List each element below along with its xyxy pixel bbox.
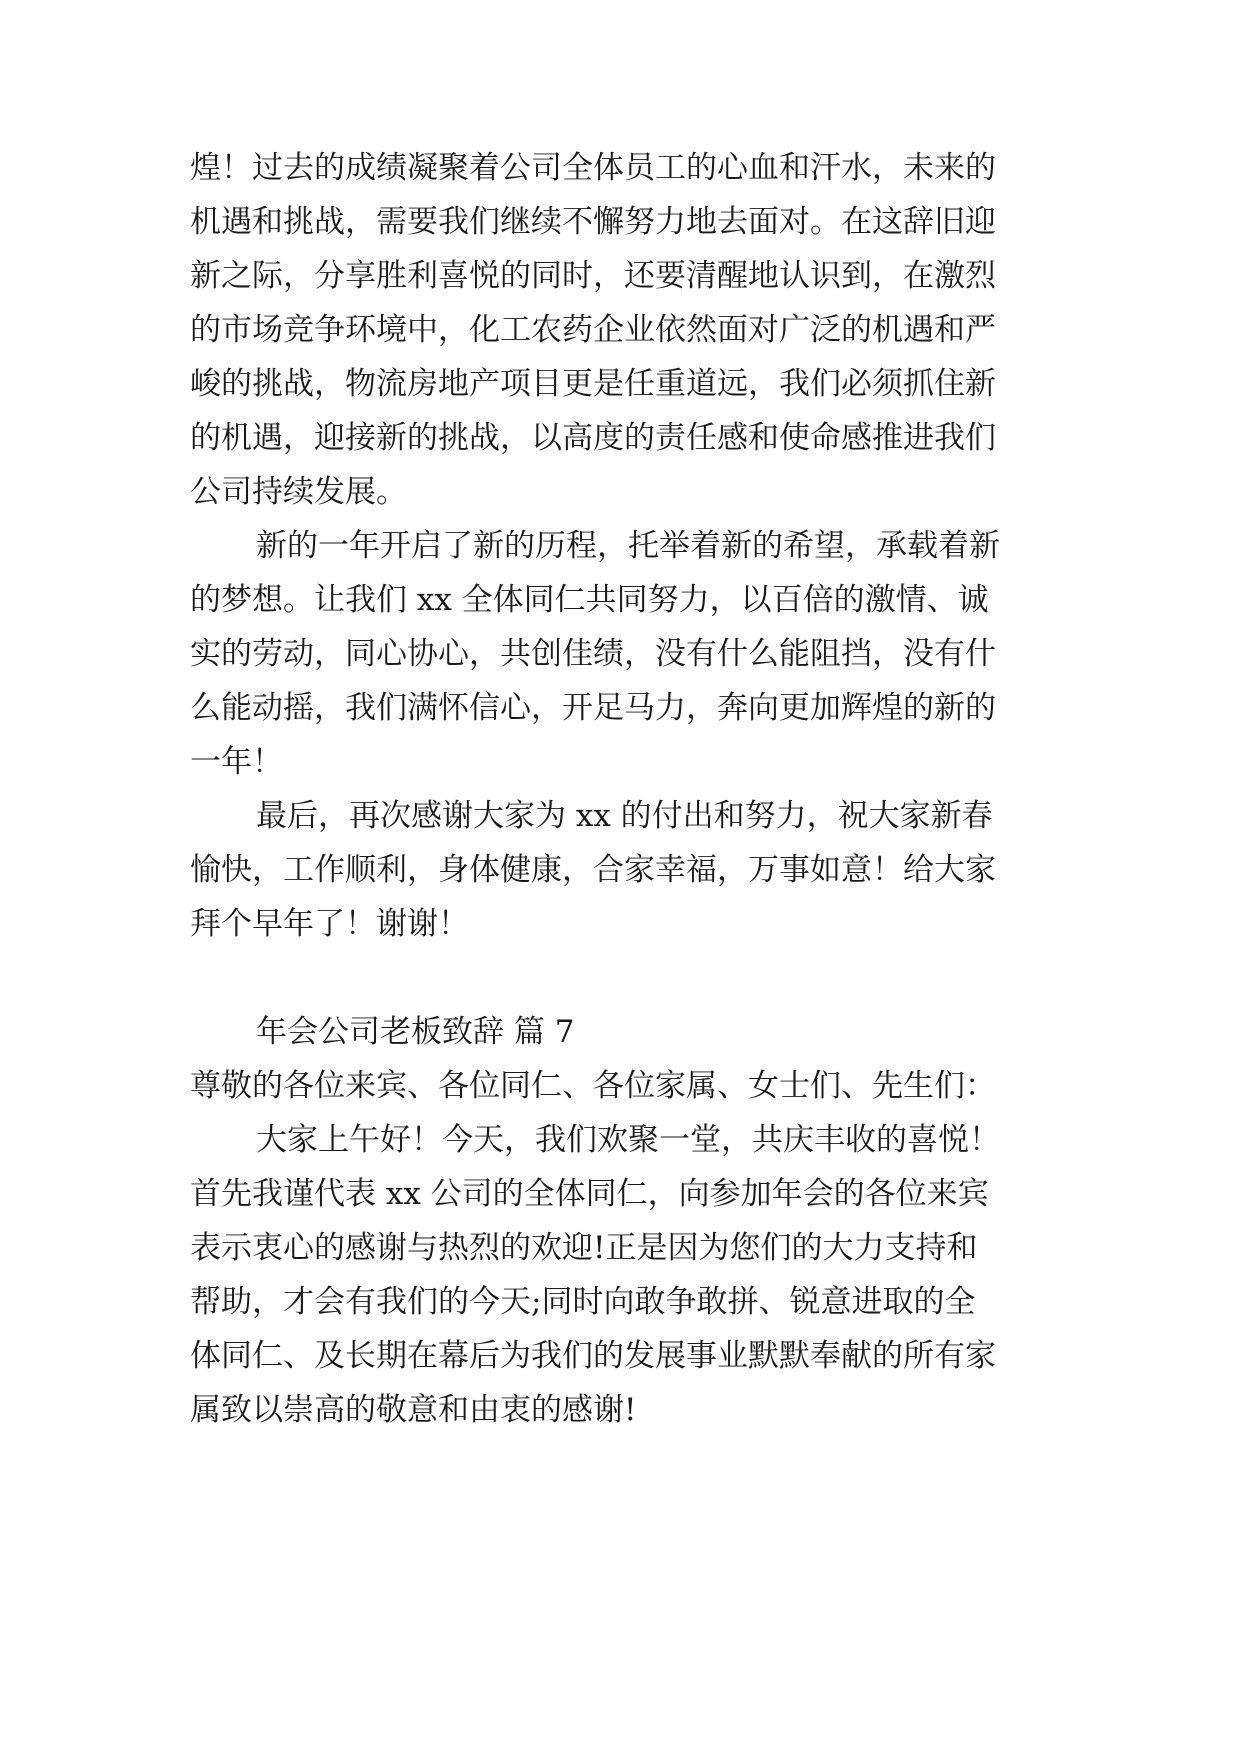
text-line-20: 表示衷心的感谢与热烈的欢迎!正是因为您们的大力支持和 xyxy=(190,1230,978,1266)
text-line-11: 么能动摇，我们满怀信心，开足马力，奔向更加辉煌的新的 xyxy=(190,690,996,726)
text-line-6: 的机遇，迎接新的挑战，以高度的责任感和使命感推进我们 xyxy=(190,420,996,456)
text-line-4: 的市场竞争环境中，化工农药企业依然面对广泛的机遇和严 xyxy=(190,312,996,348)
text-line-21: 帮助，才会有我们的今天;同时向敢争敢拼、锐意进取的全 xyxy=(190,1284,976,1320)
text-line-14: 愉快，工作顺利，身体健康，合家幸福，万事如意！给大家 xyxy=(190,852,996,888)
text-line-19: 首先我谨代表 xx 公司的全体同仁，向参加年会的各位来宾 xyxy=(190,1176,989,1212)
text-line-18: 大家上午好！今天，我们欢聚一堂，共庆丰收的喜悦！ xyxy=(256,1122,1000,1158)
section-heading: 年会公司老板致辞 篇 7 xyxy=(256,1014,575,1050)
text-line-23: 属致以崇高的敬意和由衷的感谢! xyxy=(190,1392,637,1428)
text-line-22: 体同仁、及长期在幕后为我们的发展事业默默奉献的所有家 xyxy=(190,1338,996,1374)
text-line-12: 一年！ xyxy=(190,744,283,780)
text-line-3: 新之际，分享胜利喜悦的同时，还要清醒地认识到，在激烈 xyxy=(190,258,996,294)
text-line-5: 峻的挑战，物流房地产项目更是任重道远，我们必须抓住新 xyxy=(190,366,996,402)
text-line-7: 公司持续发展。 xyxy=(190,474,407,510)
text-line-15: 拜个早年了！谢谢！ xyxy=(190,906,469,942)
text-line-1: 煌！过去的成绩凝聚着公司全体员工的心血和汗水，未来的 xyxy=(190,150,996,186)
text-line-13: 最后，再次感谢大家为 xx 的付出和努力，祝大家新春 xyxy=(256,798,993,834)
text-line-8: 新的一年开启了新的历程，托举着新的希望，承载着新 xyxy=(256,528,1000,564)
text-line-10: 实的劳动，同心协心，共创佳绩，没有什么能阻挡，没有什 xyxy=(190,636,996,672)
salutation-line: 尊敬的各位来宾、各位同仁、各位家属、女士们、先生们： xyxy=(190,1068,996,1104)
text-line-2: 机遇和挑战，需要我们继续不懈努力地去面对。在这辞旧迎 xyxy=(190,204,996,240)
text-line-9: 的梦想。让我们 xx 全体同仁共同努力，以百倍的激情、诚 xyxy=(190,582,989,618)
